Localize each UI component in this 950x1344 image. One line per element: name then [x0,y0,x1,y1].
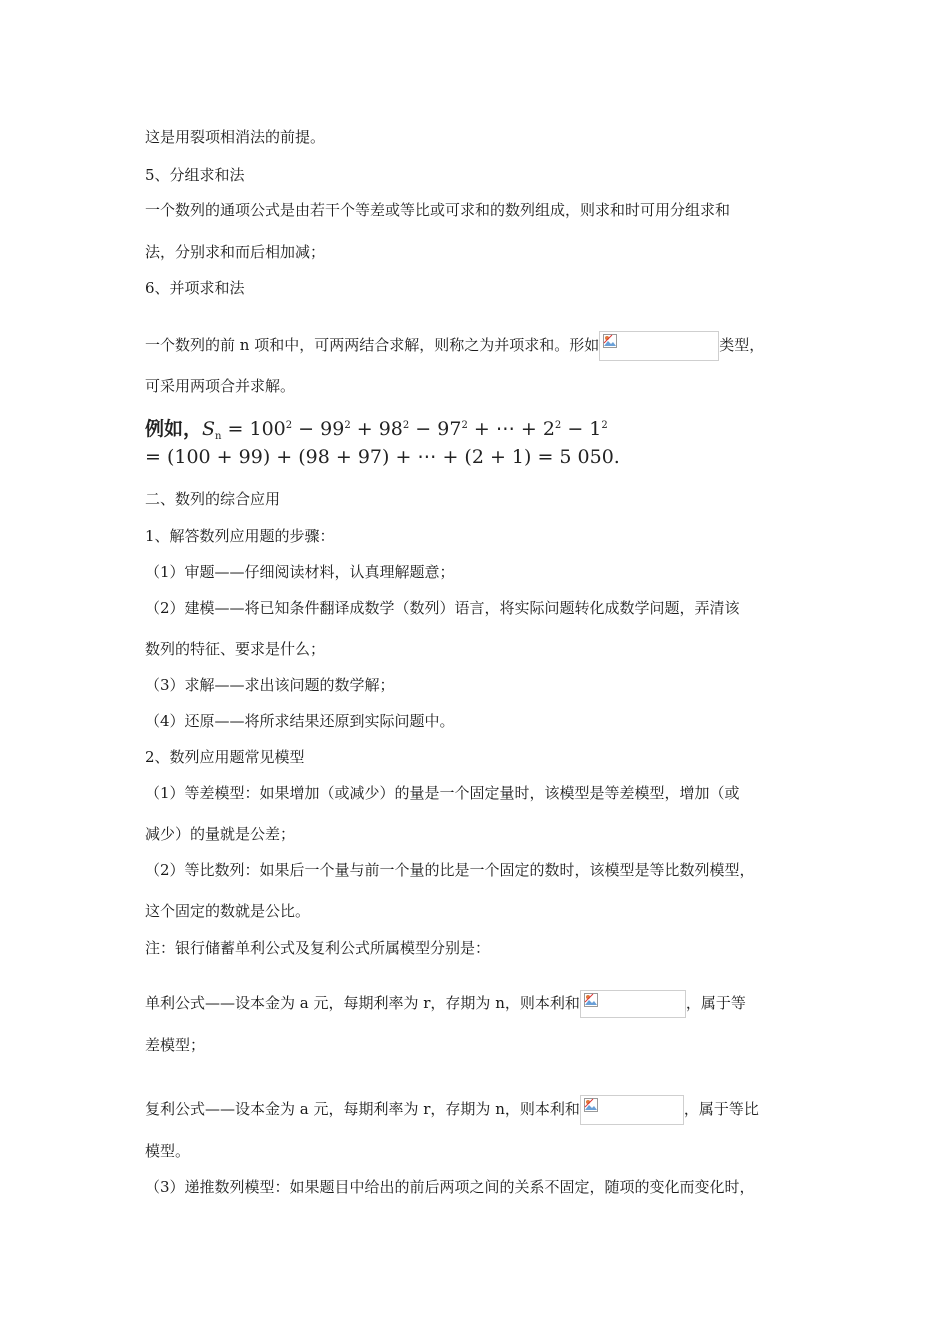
text-line: 这是用裂项相消法的前提。 [145,128,326,146]
formula-line-2: = (100 + 99) + (98 + 97) + ⋯ + (2 + 1) = 5 050. [145,446,620,468]
text-line: （1）等差模型：如果增加（或减少）的量是一个固定量时，该模型是等差模型，增加（或 [145,784,740,802]
broken-image-icon [580,990,686,1018]
formula-prefix: 例如， [145,418,203,440]
text-line: 这个固定的数就是公比。 [145,902,311,920]
text-line: 数列的特征、要求是什么； [145,640,326,658]
formula-exponent: 2 [461,420,468,431]
text-line: 模型。 [145,1142,191,1160]
formula-term: − 97 [409,418,462,440]
section-heading: 1、解答数列应用题的步骤： [145,527,335,545]
text-fragment: 复利公式——设本金为 a 元，每期利率为 r，存期为 n，则本利和 [145,1100,580,1118]
broken-image-icon [599,331,719,361]
formula-exponent: 2 [601,420,608,431]
text-line: （1）审题——仔细阅读材料，认真理解题意； [145,563,455,581]
text-line: 注：银行储蓄单利公式及复利公式所属模型分别是： [145,939,491,957]
formula-line-1 [145,414,608,449]
text-line: （4）还原——将所求结果还原到实际问题中。 [145,712,455,730]
text-line: 可采用两项合并求解。 [145,377,296,395]
formula-exponent: 2 [344,420,351,431]
section-heading: 6、并项求和法 [145,279,245,297]
section-heading: 二、数列的综合应用 [145,490,281,508]
text-line: （2）等比数列：如果后一个量与前一个量的比是一个固定的数时，该模型是等比数列模型， [145,861,755,879]
text-fragment: 一个数列的前 n 项和中，可两两结合求解，则称之为并项求和。形如 [145,336,600,354]
text-line-with-image [145,331,808,361]
section-heading: 2、数列应用题常见模型 [145,748,305,766]
formula-symbol: S [202,418,216,440]
text-line: （3）递推数列模型：如果题目中给出的前后两项之间的关系不固定，随项的变化而变化时， [145,1178,755,1196]
text-fragment: 类型， [719,336,765,354]
formula-term: − 99 [292,418,345,440]
section-heading: 5、分组求和法 [145,166,245,184]
text-line: 减少）的量就是公差； [145,825,296,843]
text-line: （2）建模——将已知条件翻译成数学（数列）语言，将实际问题转化成数学问题，弄清该 [145,599,740,617]
formula-term: − 1 [561,418,602,440]
formula-term: = 100 [221,418,286,440]
formula-term: + ⋯ + 2 [467,418,555,440]
text-line: 一个数列的通项公式是由若干个等差或等比或可求和的数列组成，则求和时可用分组求和 [145,201,731,219]
text-line-with-image [145,1095,759,1125]
text-line: （3）求解——求出该问题的数学解； [145,676,395,694]
formula-subscript: n [215,431,222,442]
text-line: 法，分别求和而后相加减； [145,243,326,261]
text-fragment: ，属于等比 [683,1100,759,1118]
formula-term: + 98 [350,418,403,440]
text-line-with-image [145,990,746,1018]
text-line: 差模型； [145,1036,206,1054]
formula-exponent: 2 [554,420,562,431]
broken-image-icon [580,1095,684,1125]
formula-exponent: 2 [285,420,293,431]
formula-exponent: 2 [402,420,410,431]
text-fragment: 单利公式——设本金为 a 元，每期利率为 r，存期为 n，则本利和 [145,994,580,1012]
text-fragment: ，属于等 [685,994,746,1012]
